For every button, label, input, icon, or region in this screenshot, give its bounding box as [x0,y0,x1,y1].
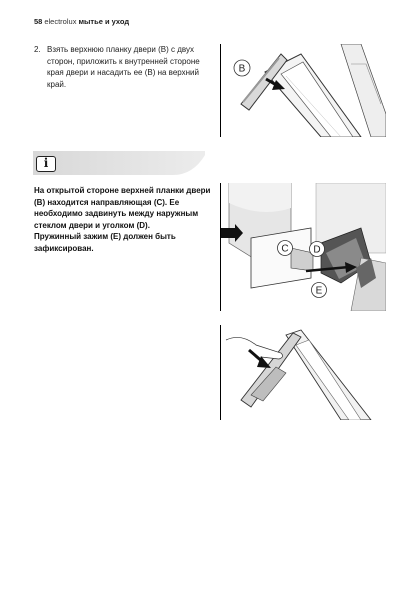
info-icon: i [36,156,56,172]
callout-c-label: C [281,243,289,255]
brand-name: electrolux [44,17,77,26]
figure-trim-press [220,325,386,420]
note-paragraph-1: На открытой стороне верхней планки двери (B) находится направляющая (C). Ее необходимо задвинуть между наружным стеклом двери и уголком (D). [34,186,211,230]
page-header [34,17,129,26]
figure-guide-insertion [220,183,386,311]
figure-trim-placement [220,44,386,137]
callout-d-label: D [313,244,321,256]
info-bar [33,151,205,175]
info-note [34,185,214,254]
step-number: 2. [34,45,41,54]
section-title: мытье и уход [78,17,130,26]
page-number: 58 [34,17,43,26]
step-2 [34,44,209,90]
callout-b-label: B [238,63,246,75]
step-text: Взять верхнюю планку двери (B) с двух сторон, приложить к внутренней стороне края двери и насадить ее (B) на верхний край. [47,45,200,89]
callout-e-label: E [315,285,323,297]
note-paragraph-2: Пружинный зажим (E) должен быть зафиксирован. [34,232,176,253]
